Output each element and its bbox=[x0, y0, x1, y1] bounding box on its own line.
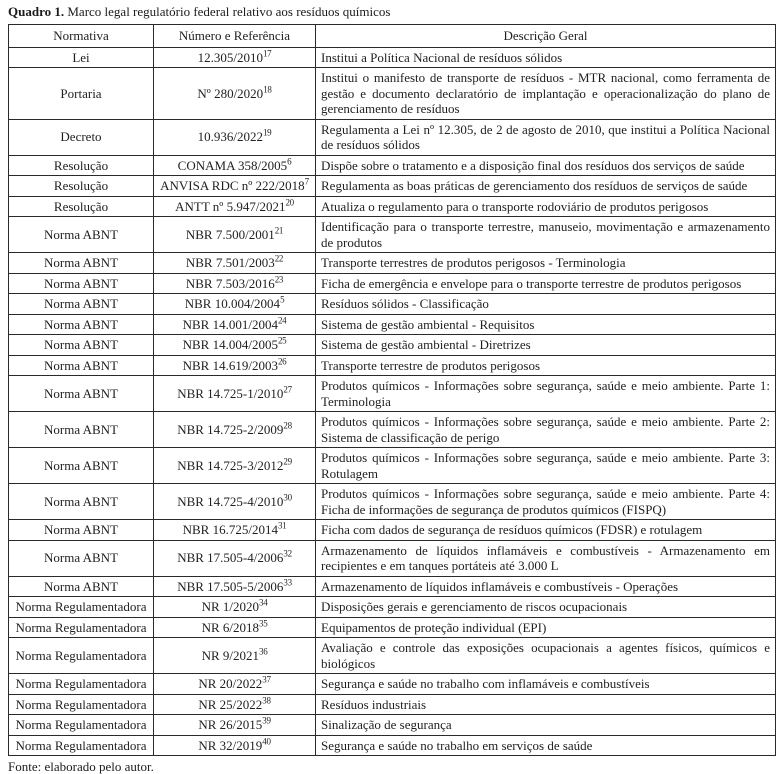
normativa-cell: Portaria bbox=[9, 68, 154, 120]
descricao-cell: Sinalização de segurança bbox=[316, 715, 776, 736]
normativa-cell: Lei bbox=[9, 47, 154, 68]
descricao-cell: Segurança e saúde no trabalho em serviços de saúde bbox=[316, 735, 776, 756]
reference-superscript: 27 bbox=[283, 384, 292, 395]
descricao-cell: Avaliação e controle das exposições ocupacionais a agentes físicos, químicos e biológicos bbox=[316, 638, 776, 674]
table-header-row bbox=[9, 25, 776, 48]
numero-referencia-cell bbox=[154, 638, 316, 674]
header-normativa: Normativa bbox=[9, 25, 154, 48]
numero-referencia-cell bbox=[154, 376, 316, 412]
numero-text: NR 25/2022 bbox=[198, 696, 263, 712]
numero-text: NBR 14.725-4/2010 bbox=[177, 493, 284, 509]
table-row bbox=[9, 217, 776, 253]
table-row bbox=[9, 294, 776, 315]
numero-text: NR 20/2022 bbox=[198, 676, 263, 691]
table-row bbox=[9, 314, 776, 335]
descricao-cell: Produtos químicos - Informações sobre segurança, saúde e meio ambiente. Parte 2: Sistema de classificação de perigo bbox=[316, 412, 776, 448]
legal-framework-table bbox=[8, 24, 776, 756]
numero-text: NBR 14.004/2005 bbox=[182, 337, 278, 352]
normativa-cell: Norma ABNT bbox=[9, 412, 154, 448]
reference-superscript: 38 bbox=[262, 695, 271, 706]
normativa-cell: Norma ABNT bbox=[9, 253, 154, 274]
descricao-cell: Armazenamento de líquidos inflamáveis e combustíveis - Armazenamento em recipientes e em tanques portáteis até 3.000 L bbox=[316, 540, 776, 576]
reference-superscript: 31 bbox=[277, 520, 287, 531]
normativa-cell: Norma ABNT bbox=[9, 520, 154, 541]
numero-referencia-cell bbox=[154, 314, 316, 335]
table-row bbox=[9, 448, 776, 484]
reference-superscript: 23 bbox=[274, 274, 284, 285]
numero-text: NBR 7.501/2003 bbox=[185, 255, 275, 270]
numero-text: NBR 7.500/2001 bbox=[185, 226, 275, 242]
descricao-cell: Ficha de emergência e envelope para o transporte terrestre de produtos perigosos bbox=[316, 273, 776, 294]
numero-referencia-cell bbox=[154, 694, 316, 715]
descricao-cell: Produtos químicos - Informações sobre segurança, saúde e meio ambiente. Parte 4: Ficha de informações de segurança de produtos químicos (FISPQ) bbox=[316, 484, 776, 520]
reference-superscript: 25 bbox=[277, 335, 287, 346]
numero-text: NR 9/2021 bbox=[201, 647, 259, 663]
descricao-cell: Produtos químicos - Informações sobre segurança, saúde e meio ambiente. Parte 3: Rotulagem bbox=[316, 448, 776, 484]
descricao-cell: Ficha com dados de segurança de resíduos químicos (FDSR) e rotulagem bbox=[316, 520, 776, 541]
reference-superscript: 39 bbox=[262, 715, 271, 726]
numero-text: CONAMA 358/2005 bbox=[177, 157, 288, 173]
table-row bbox=[9, 484, 776, 520]
table-row bbox=[9, 176, 776, 197]
reference-superscript: 36 bbox=[259, 646, 268, 657]
reference-superscript: 37 bbox=[262, 674, 271, 685]
normativa-cell: Resolução bbox=[9, 155, 154, 176]
reference-superscript: 20 bbox=[285, 197, 294, 208]
table-row bbox=[9, 674, 776, 695]
numero-referencia-cell bbox=[154, 335, 316, 356]
reference-superscript: 7 bbox=[304, 176, 309, 187]
numero-referencia-cell bbox=[154, 448, 316, 484]
normativa-cell: Norma Regulamentadora bbox=[9, 735, 154, 756]
numero-text: NBR 14.725-3/2012 bbox=[177, 457, 284, 473]
numero-referencia-cell bbox=[154, 68, 316, 120]
table-row bbox=[9, 273, 776, 294]
numero-referencia-cell bbox=[154, 576, 316, 597]
normativa-cell: Norma ABNT bbox=[9, 314, 154, 335]
reference-superscript: 32 bbox=[283, 548, 292, 559]
normativa-cell: Resolução bbox=[9, 176, 154, 197]
normativa-cell: Norma ABNT bbox=[9, 335, 154, 356]
normativa-cell: Resolução bbox=[9, 196, 154, 217]
table-row bbox=[9, 376, 776, 412]
table-caption-text: Marco legal regulatório federal relativo aos resíduos químicos bbox=[64, 4, 391, 19]
numero-text: NBR 10.004/2004 bbox=[184, 296, 281, 311]
normativa-cell: Norma ABNT bbox=[9, 294, 154, 315]
descricao-cell: Equipamentos de proteção individual (EPI) bbox=[316, 617, 776, 638]
header-numero-referencia: Número e Referência bbox=[154, 25, 316, 48]
descricao-cell: Sistema de gestão ambiental - Requisitos bbox=[316, 314, 776, 335]
table-row bbox=[9, 119, 776, 155]
table-row bbox=[9, 520, 776, 541]
numero-referencia-cell bbox=[154, 674, 316, 695]
table-row bbox=[9, 68, 776, 120]
numero-referencia-cell bbox=[154, 715, 316, 736]
normativa-cell: Norma ABNT bbox=[9, 355, 154, 376]
descricao-cell: Atualiza o regulamento para o transporte rodoviário de produtos perigosos bbox=[316, 196, 776, 217]
normativa-cell: Norma Regulamentadora bbox=[9, 597, 154, 618]
numero-referencia-cell bbox=[154, 196, 316, 217]
reference-superscript: 24 bbox=[277, 315, 287, 326]
descricao-cell: Disposições gerais e gerenciamento de riscos ocupacionais bbox=[316, 597, 776, 618]
numero-referencia-cell bbox=[154, 617, 316, 638]
table-row bbox=[9, 715, 776, 736]
normativa-cell: Decreto bbox=[9, 119, 154, 155]
table-row bbox=[9, 735, 776, 756]
numero-referencia-cell bbox=[154, 47, 316, 68]
descricao-cell: Identificação para o transporte terrestre, manuseio, movimentação e armazenamento de produtos bbox=[316, 217, 776, 253]
table-body bbox=[9, 47, 776, 756]
normativa-cell: Norma Regulamentadora bbox=[9, 638, 154, 674]
numero-text: NBR 17.505-4/2006 bbox=[177, 550, 284, 566]
numero-referencia-cell bbox=[154, 540, 316, 576]
table-row bbox=[9, 638, 776, 674]
table-row bbox=[9, 196, 776, 217]
reference-superscript: 29 bbox=[283, 456, 292, 467]
descricao-cell: Resíduos industriais bbox=[316, 694, 776, 715]
numero-referencia-cell bbox=[154, 273, 316, 294]
numero-text: Nº 280/2020 bbox=[197, 85, 264, 101]
reference-superscript: 5 bbox=[280, 294, 285, 305]
reference-superscript: 6 bbox=[287, 156, 292, 167]
descricao-cell: Dispõe sobre o tratamento e a disposição final dos resíduos dos serviços de saúde bbox=[316, 155, 776, 176]
reference-superscript: 35 bbox=[259, 618, 268, 629]
table-caption bbox=[8, 4, 775, 20]
reference-superscript: 21 bbox=[274, 225, 284, 236]
descricao-cell: Institui a Política Nacional de resíduos sólidos bbox=[316, 47, 776, 68]
numero-text: NBR 17.505-5/2006 bbox=[177, 578, 284, 594]
reference-superscript: 17 bbox=[262, 48, 272, 59]
numero-text: NBR 14.725-2/2009 bbox=[177, 421, 284, 437]
normativa-cell: Norma Regulamentadora bbox=[9, 694, 154, 715]
reference-superscript: 33 bbox=[283, 577, 292, 588]
numero-text: 10.936/2022 bbox=[197, 129, 263, 145]
descricao-cell: Regulamenta as boas práticas de gerenciamento dos resíduos de serviços de saúde bbox=[316, 176, 776, 197]
numero-referencia-cell bbox=[154, 735, 316, 756]
descricao-cell: Regulamenta a Lei nº 12.305, de 2 de agosto de 2010, que institui a Política Nacional de resíduos sólidos bbox=[316, 119, 776, 155]
numero-text: ANTT nº 5.947/2021 bbox=[175, 198, 286, 214]
table-row bbox=[9, 617, 776, 638]
descricao-cell: Sistema de gestão ambiental - Diretrizes bbox=[316, 335, 776, 356]
numero-referencia-cell bbox=[154, 520, 316, 541]
numero-text: 12.305/2010 bbox=[197, 49, 263, 65]
numero-referencia-cell bbox=[154, 484, 316, 520]
reference-superscript: 18 bbox=[263, 84, 272, 95]
numero-referencia-cell bbox=[154, 155, 316, 176]
numero-referencia-cell bbox=[154, 294, 316, 315]
table-row bbox=[9, 335, 776, 356]
table-row bbox=[9, 597, 776, 618]
numero-referencia-cell bbox=[154, 253, 316, 274]
numero-text: ANVISA RDC nº 222/2018 bbox=[160, 178, 305, 193]
table-row bbox=[9, 355, 776, 376]
table-row bbox=[9, 694, 776, 715]
descricao-cell: Produtos químicos - Informações sobre segurança, saúde e meio ambiente. Parte 1: Terminologia bbox=[316, 376, 776, 412]
numero-text: NBR 14.725-1/2010 bbox=[177, 385, 284, 401]
normativa-cell: Norma Regulamentadora bbox=[9, 674, 154, 695]
numero-referencia-cell bbox=[154, 412, 316, 448]
normativa-cell: Norma ABNT bbox=[9, 576, 154, 597]
reference-superscript: 34 bbox=[259, 597, 268, 608]
normativa-cell: Norma ABNT bbox=[9, 540, 154, 576]
descricao-cell: Resíduos sólidos - Classificação bbox=[316, 294, 776, 315]
descricao-cell: Armazenamento de líquidos inflamáveis e combustíveis - Operações bbox=[316, 576, 776, 597]
table-row bbox=[9, 412, 776, 448]
numero-text: NBR 7.503/2016 bbox=[185, 275, 275, 291]
numero-text: NBR 16.725/2014 bbox=[182, 522, 278, 537]
normativa-cell: Norma Regulamentadora bbox=[9, 715, 154, 736]
table-row bbox=[9, 47, 776, 68]
source-note: Fonte: elaborado pelo autor. bbox=[8, 759, 154, 774]
descricao-cell: Transporte terrestre de produtos perigosos bbox=[316, 355, 776, 376]
numero-referencia-cell bbox=[154, 119, 316, 155]
normativa-cell: Norma ABNT bbox=[9, 376, 154, 412]
numero-referencia-cell bbox=[154, 597, 316, 618]
numero-text: NBR 14.001/2004 bbox=[182, 316, 278, 332]
normativa-cell: Norma ABNT bbox=[9, 448, 154, 484]
reference-superscript: 22 bbox=[274, 253, 284, 264]
reference-superscript: 19 bbox=[262, 127, 272, 138]
normativa-cell: Norma Regulamentadora bbox=[9, 617, 154, 638]
numero-text: NR 6/2018 bbox=[201, 619, 259, 635]
numero-referencia-cell bbox=[154, 217, 316, 253]
normativa-cell: Norma ABNT bbox=[9, 273, 154, 294]
reference-superscript: 28 bbox=[283, 420, 292, 431]
normativa-cell: Norma ABNT bbox=[9, 484, 154, 520]
descricao-cell: Segurança e saúde no trabalho com inflamáveis e combustíveis bbox=[316, 674, 776, 695]
table-row bbox=[9, 576, 776, 597]
table-row bbox=[9, 540, 776, 576]
header-descricao-geral: Descrição Geral bbox=[316, 25, 776, 48]
numero-referencia-cell bbox=[154, 355, 316, 376]
numero-referencia-cell bbox=[154, 176, 316, 197]
reference-superscript: 30 bbox=[283, 492, 292, 503]
table-caption-label: Quadro 1. bbox=[8, 4, 65, 19]
descricao-cell: Institui o manifesto de transporte de resíduos - MTR nacional, como ferramenta de gestão e documento declaratório de implantação e operacionalização do plano de gerenciamento de resíduos bbox=[316, 68, 776, 120]
numero-text: NBR 14.619/2003 bbox=[182, 357, 278, 373]
numero-text: NR 1/2020 bbox=[201, 599, 259, 614]
table-row bbox=[9, 253, 776, 274]
descricao-cell: Transporte terrestres de produtos perigosos - Terminologia bbox=[316, 253, 776, 274]
numero-text: NR 26/2015 bbox=[198, 717, 263, 732]
reference-superscript: 40 bbox=[262, 736, 271, 747]
table-row bbox=[9, 155, 776, 176]
normativa-cell: Norma ABNT bbox=[9, 217, 154, 253]
reference-superscript: 26 bbox=[277, 356, 287, 367]
numero-text: NR 32/2019 bbox=[198, 737, 263, 753]
